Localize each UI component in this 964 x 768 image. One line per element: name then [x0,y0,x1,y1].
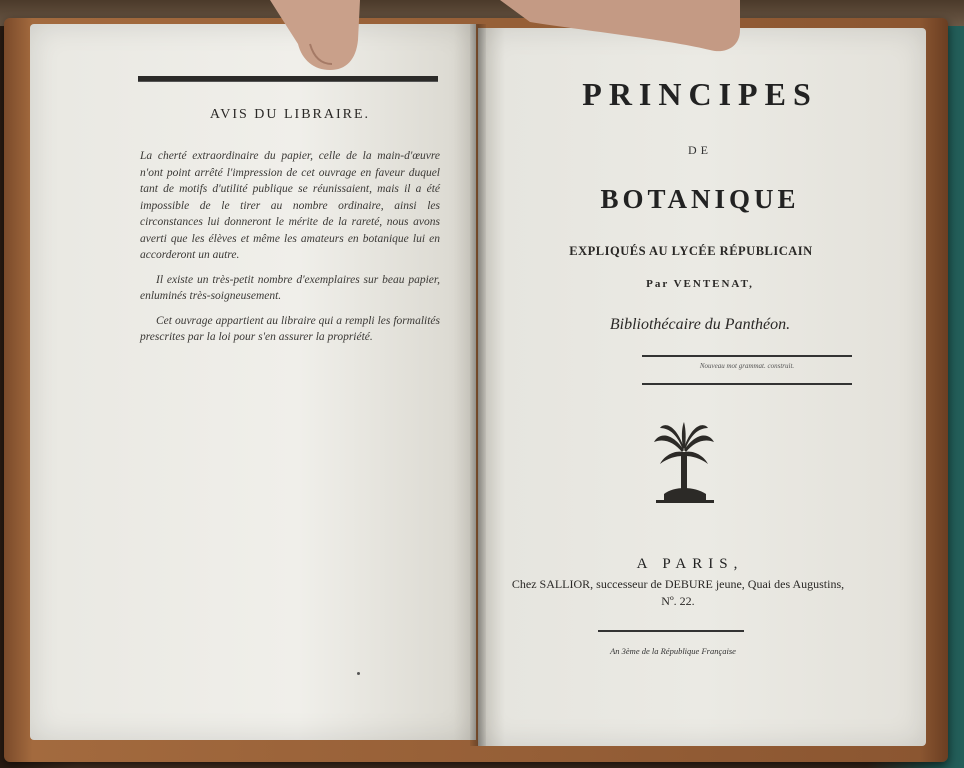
notice-paragraph-1: La cherté extraordinaire du papier, celle de la main-d'œuvre n'ont point arrêté l'impression de cet ouvrage en faveur duquel tant de motifs d'utilité publique se réunissaient, mais il a été impossible de le tirer au nombre ordinaire, ainsi les circonstances lui donneront le mérite de la rareté, nous avons averti que les élèves et même les amateurs en botanique lui en accorderont un autre. [140,150,440,261]
book-title: PRINCIPES [582,76,818,112]
publisher-imprint: Chez SALLIOR, successeur de DEBURE jeune, Quai des Augustins, Nº. 22. [511,577,845,608]
book-gutter [470,24,486,746]
publisher-notice [140,148,440,354]
notice-paragraph-3: Cet ouvrage appartient au libraire qui a rempli les formalités prescrites par la loi pour s'en assurer la propriété. [140,314,440,343]
publication-year: An 3ème de la République Française [610,646,736,656]
book-subtitle: BOTANIQUE [600,184,800,214]
imprint-rule [598,630,744,632]
author-line: Par VENTENAT, [646,278,754,290]
author-role: Bibliothécaire du Panthéon. [609,316,791,333]
explained-line: EXPLIQUÉS AU LYCÉE RÉPUBLICAIN [569,244,813,258]
right-page [478,28,926,746]
palm-tree-emblem-icon [650,420,718,506]
notice-paragraph-2: Il existe un très-petit nombre d'exemplaires sur beau papier, enluminés très-soigneusement. [140,273,440,302]
notice-heading: AVIS DU LIBRAIRE. [209,107,371,122]
title-connector: DE [688,143,712,157]
rule-caption: Nouveau mot grammat. construit. [699,362,795,370]
left-page [30,24,476,740]
page-mark [357,672,360,675]
imprint-city: A PARIS, [636,556,744,572]
hand-holding-book [250,0,750,80]
title-rule-box [642,355,852,385]
